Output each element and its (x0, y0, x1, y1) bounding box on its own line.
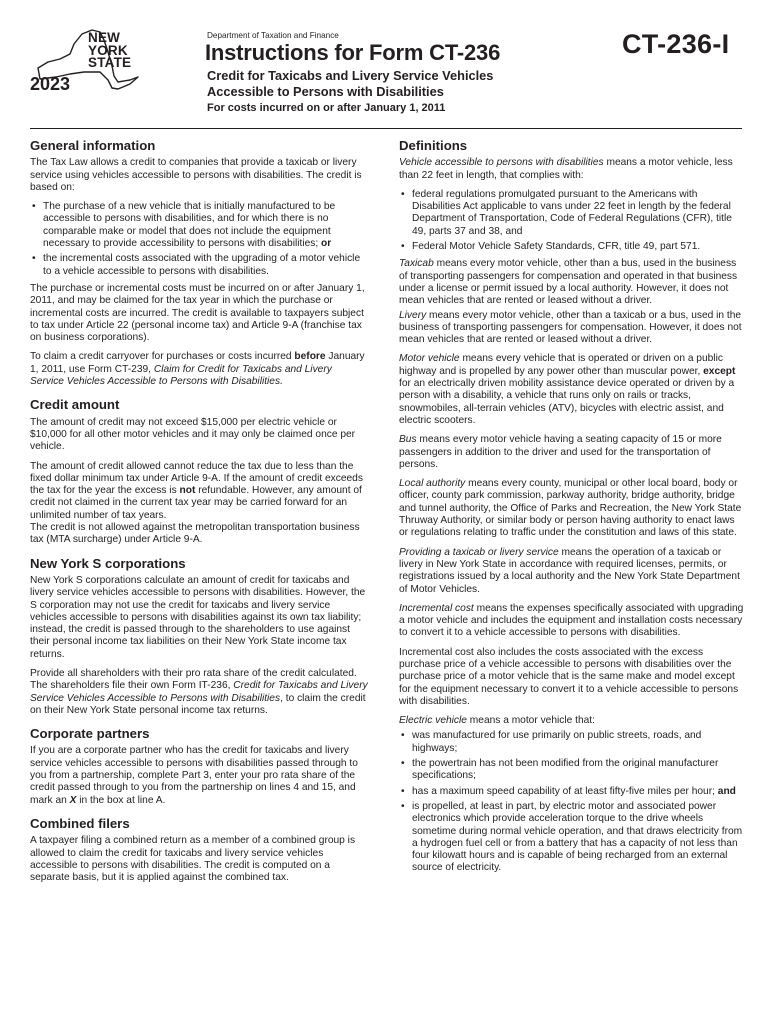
logo-line-state: STATE (88, 55, 132, 70)
subtitle-line-1: Credit for Taxicabs and Livery Service Vehicles (207, 68, 494, 83)
definitions-heading: Definitions (399, 138, 468, 153)
s-corporations-para-2: Provide all shareholders with their pro rata share of the credit calculated. The shareholders file their own Form IT-236, Credit for Taxicabs and Livery Service Vehicles Accessible to Persons with Disabilities, to claim the credit on their New York State personal income tax returns. (30, 667, 368, 716)
general-para-2: The purchase or incremental costs must be incurred on or after January 1, 2011, and may be claimed for the tax year in which the purchase or incremental costs are incurred. The credit is available to taxpayers subject to tax under Article 22 (personal income tax) and Article 9-A (franchise tax on business corporations). (30, 282, 365, 344)
subtitle-line-2: Accessible to Persons with Disabilities (207, 84, 444, 99)
general-info-heading: General information (30, 138, 156, 153)
list-item: • federal regulations promulgated pursuant to the Americans with Disabilities Act applicable to vans under 22 feet in length by the federal Department of Transportation, Code of Federal Regulations (CFR), title 49, parts 37 and 38, and (412, 189, 744, 238)
def-local-authority: Local authority means every county, municipal or other local board, body or officer, county park commission, parkway authority, bridge authority, bridge and tunnel authority, the Office of Parks and Recreation, the New York State Thruway Authority, or similar body or person having authority to enact laws or regulations relating to traffic under the constitution and laws of this state. (399, 478, 742, 539)
s-corporations-section (30, 555, 368, 718)
page-title: Instructions for Form CT-236 (205, 40, 501, 65)
list-item: • is propelled, at least in part, by electric motor and associated power electronics which provide acceleration torque to the drive wheels sometime during normal vehicle operation, and that draws electricity from a hydrogen fuel cell or from a battery that has a capacity of not less than four kilowatt hours and is capable of being recharged from an external source of electricity. (412, 801, 744, 875)
credit-amount-para-3: The credit is not allowed against the metropolitan transportation business tax (MTA surcharge) under Article 9-A. (30, 522, 360, 546)
list-item: • the powertrain has not been modified from the original manufacturer specifications; (412, 758, 744, 783)
list-item: • Federal Motor Vehicle Safety Standards, CFR, title 49, part 571. (412, 241, 744, 253)
page-subtitle (207, 68, 493, 100)
s-corporations-heading: New York S corporations (30, 555, 186, 571)
credit-amount-para-2: The amount of credit allowed cannot reduce the tax due to less than the fixed dollar minimum tax under Article 9-A. If the amount of credit exceeds the tax for the year the excess is not refundable. However, any amount of credit not claimed in the current tax year may be carried forward for an unlimited number of tax years. (30, 460, 363, 521)
s-corporations-para-1: New York S corporations calculate an amount of credit for taxicabs and livery service vehicles accessible to persons with disabilities. However, the S corporation may not use the credit for taxicabs and livery service vehicles accessible to persons with disabilities against its own tax liability; instead, the credit is passed through to the shareholders to use against their personal income tax liabilities on their New York State income tax returns. (30, 574, 366, 660)
list-item: • the incremental costs associated with the upgrading of a motor vehicle to a vehicle accessible to persons with disabilities. (43, 253, 368, 278)
logo-line-york: YORK (88, 42, 128, 58)
credit-amount-section (30, 399, 368, 546)
logo-line-new: NEW (88, 30, 121, 45)
form-number: CT-236-I (622, 29, 730, 59)
logo-wordmark (88, 32, 131, 70)
list-item: • has a maximum speed capability of at least fifty-five miles per hour; and (412, 786, 744, 798)
corporate-partners-heading: Corporate partners (30, 726, 150, 742)
list-item: • The purchase of a new vehicle that is initially manufactured to be accessible to persons with disabilities, and for which there is no comparable make or model that does not include the equipment necessary to provide accessibility to persons with disabilities; or (43, 201, 368, 250)
list-item: • was manufactured for use primarily on public streets, roads, and highways; (412, 730, 744, 755)
def-incremental-cost-2: Incremental cost also includes the costs associated with the excess purchase price of a vehicle accessible to persons with disabilities over the purchase price of a motor vehicle that is the same make and model except for the equipment necessary to convert it to a vehicle accessible to persons with disabilities. (399, 646, 739, 707)
def-incremental-cost: Incremental cost means the expenses specifically associated with upgrading a motor vehicle and includes the equipment and installation costs necessary to convert it to a vehicle accessible to persons with disabilities. (399, 602, 744, 639)
right-column (399, 140, 744, 880)
nys-logo (26, 22, 144, 100)
corporate-partners-section (30, 728, 368, 807)
def-electric-vehicle: Electric vehicle means a motor vehicle that: (399, 715, 595, 727)
combined-filers-para: A taxpayer filing a combined return as a member of a combined group is allowed to claim the credit for taxicabs and livery service vehicles accessible to persons with disabilities. The credit is computed on a separate basis, but it is applied against the combined tax. (30, 835, 356, 884)
credit-basis-list (30, 201, 368, 278)
credit-amount-para-1: The amount of credit may not exceed $15,000 per electric vehicle or $10,000 for all other motor vehicles and it may only be claimed once per vehicle. (30, 416, 356, 453)
def-taxicab: Taxicab means every motor vehicle, other than a bus, used in the business of transporting passengers for compensation and operated in that business under a license or permit issued by a local authority. However, it does not mean vehicles that are rented or leased without a driver. (399, 258, 738, 307)
def-livery: Livery means every motor vehicle, other than a taxicab or a bus, used in the business of transporting passengers for compensation. However, it does not mean vehicles that are rented or leased without a driver. (399, 309, 742, 346)
department-name: Department of Taxation and Finance (207, 31, 339, 40)
def-motor-vehicle: Motor vehicle means every vehicle that is operated or driven on a public highway and is propelled by any power other than muscular power, except for an electrically driven mobility assistance device operated or driven by a person with a disability, a vehicle that runs only on rails or tracks, snowmobiles, all-terrain vehicles (ATV), bicycles with electric assist, and electric scooters. (399, 353, 736, 426)
electric-vehicle-list (399, 730, 744, 874)
costs-note: For costs incurred on or after January 1, 2011 (207, 102, 446, 114)
accessible-vehicle-list (399, 189, 744, 253)
corporate-partners-para: If you are a corporate partner who has the credit for taxicabs and livery service vehicles accessible to persons with disabilities passed through to you from a partnership, complete Part 3, enter your pro rata share of the credit passed through to you from the partnership on lines 4 and 15, and mark an X in the box at line A. (30, 745, 358, 806)
header-divider (30, 128, 742, 129)
credit-amount-heading: Credit amount (30, 397, 120, 413)
def-accessible-vehicle: Vehicle accessible to persons with disabilities means a motor vehicle, less than 22 feet in length, that complies with: (399, 157, 733, 181)
def-providing-service: Providing a taxicab or livery service means the operation of a taxicab or livery in New York State in accordance with required licenses, permits, or registrations issued by a local authority and the New York State Department of Motor Vehicles. (399, 546, 740, 595)
def-bus: Bus means every motor vehicle having a seating capacity of 15 or more passengers in addition to the driver and used for the transportation of persons. (399, 434, 722, 470)
left-column (30, 140, 368, 891)
general-para-3: To claim a credit carryover for purchases or costs incurred before January 1, 2011, use Form CT-239, Claim for Credit for Taxicabs and Livery Service Vehicles Accessible to Persons with Disabilities. (30, 351, 365, 388)
general-intro: The Tax Law allows a credit to companies that provide a taxicab or livery service using vehicles accessible to persons with disabilities. The credit is based on: (30, 157, 362, 193)
tax-year: 2023 (30, 74, 71, 94)
combined-filers-heading: Combined filers (30, 815, 130, 831)
combined-filers-section (30, 815, 368, 884)
